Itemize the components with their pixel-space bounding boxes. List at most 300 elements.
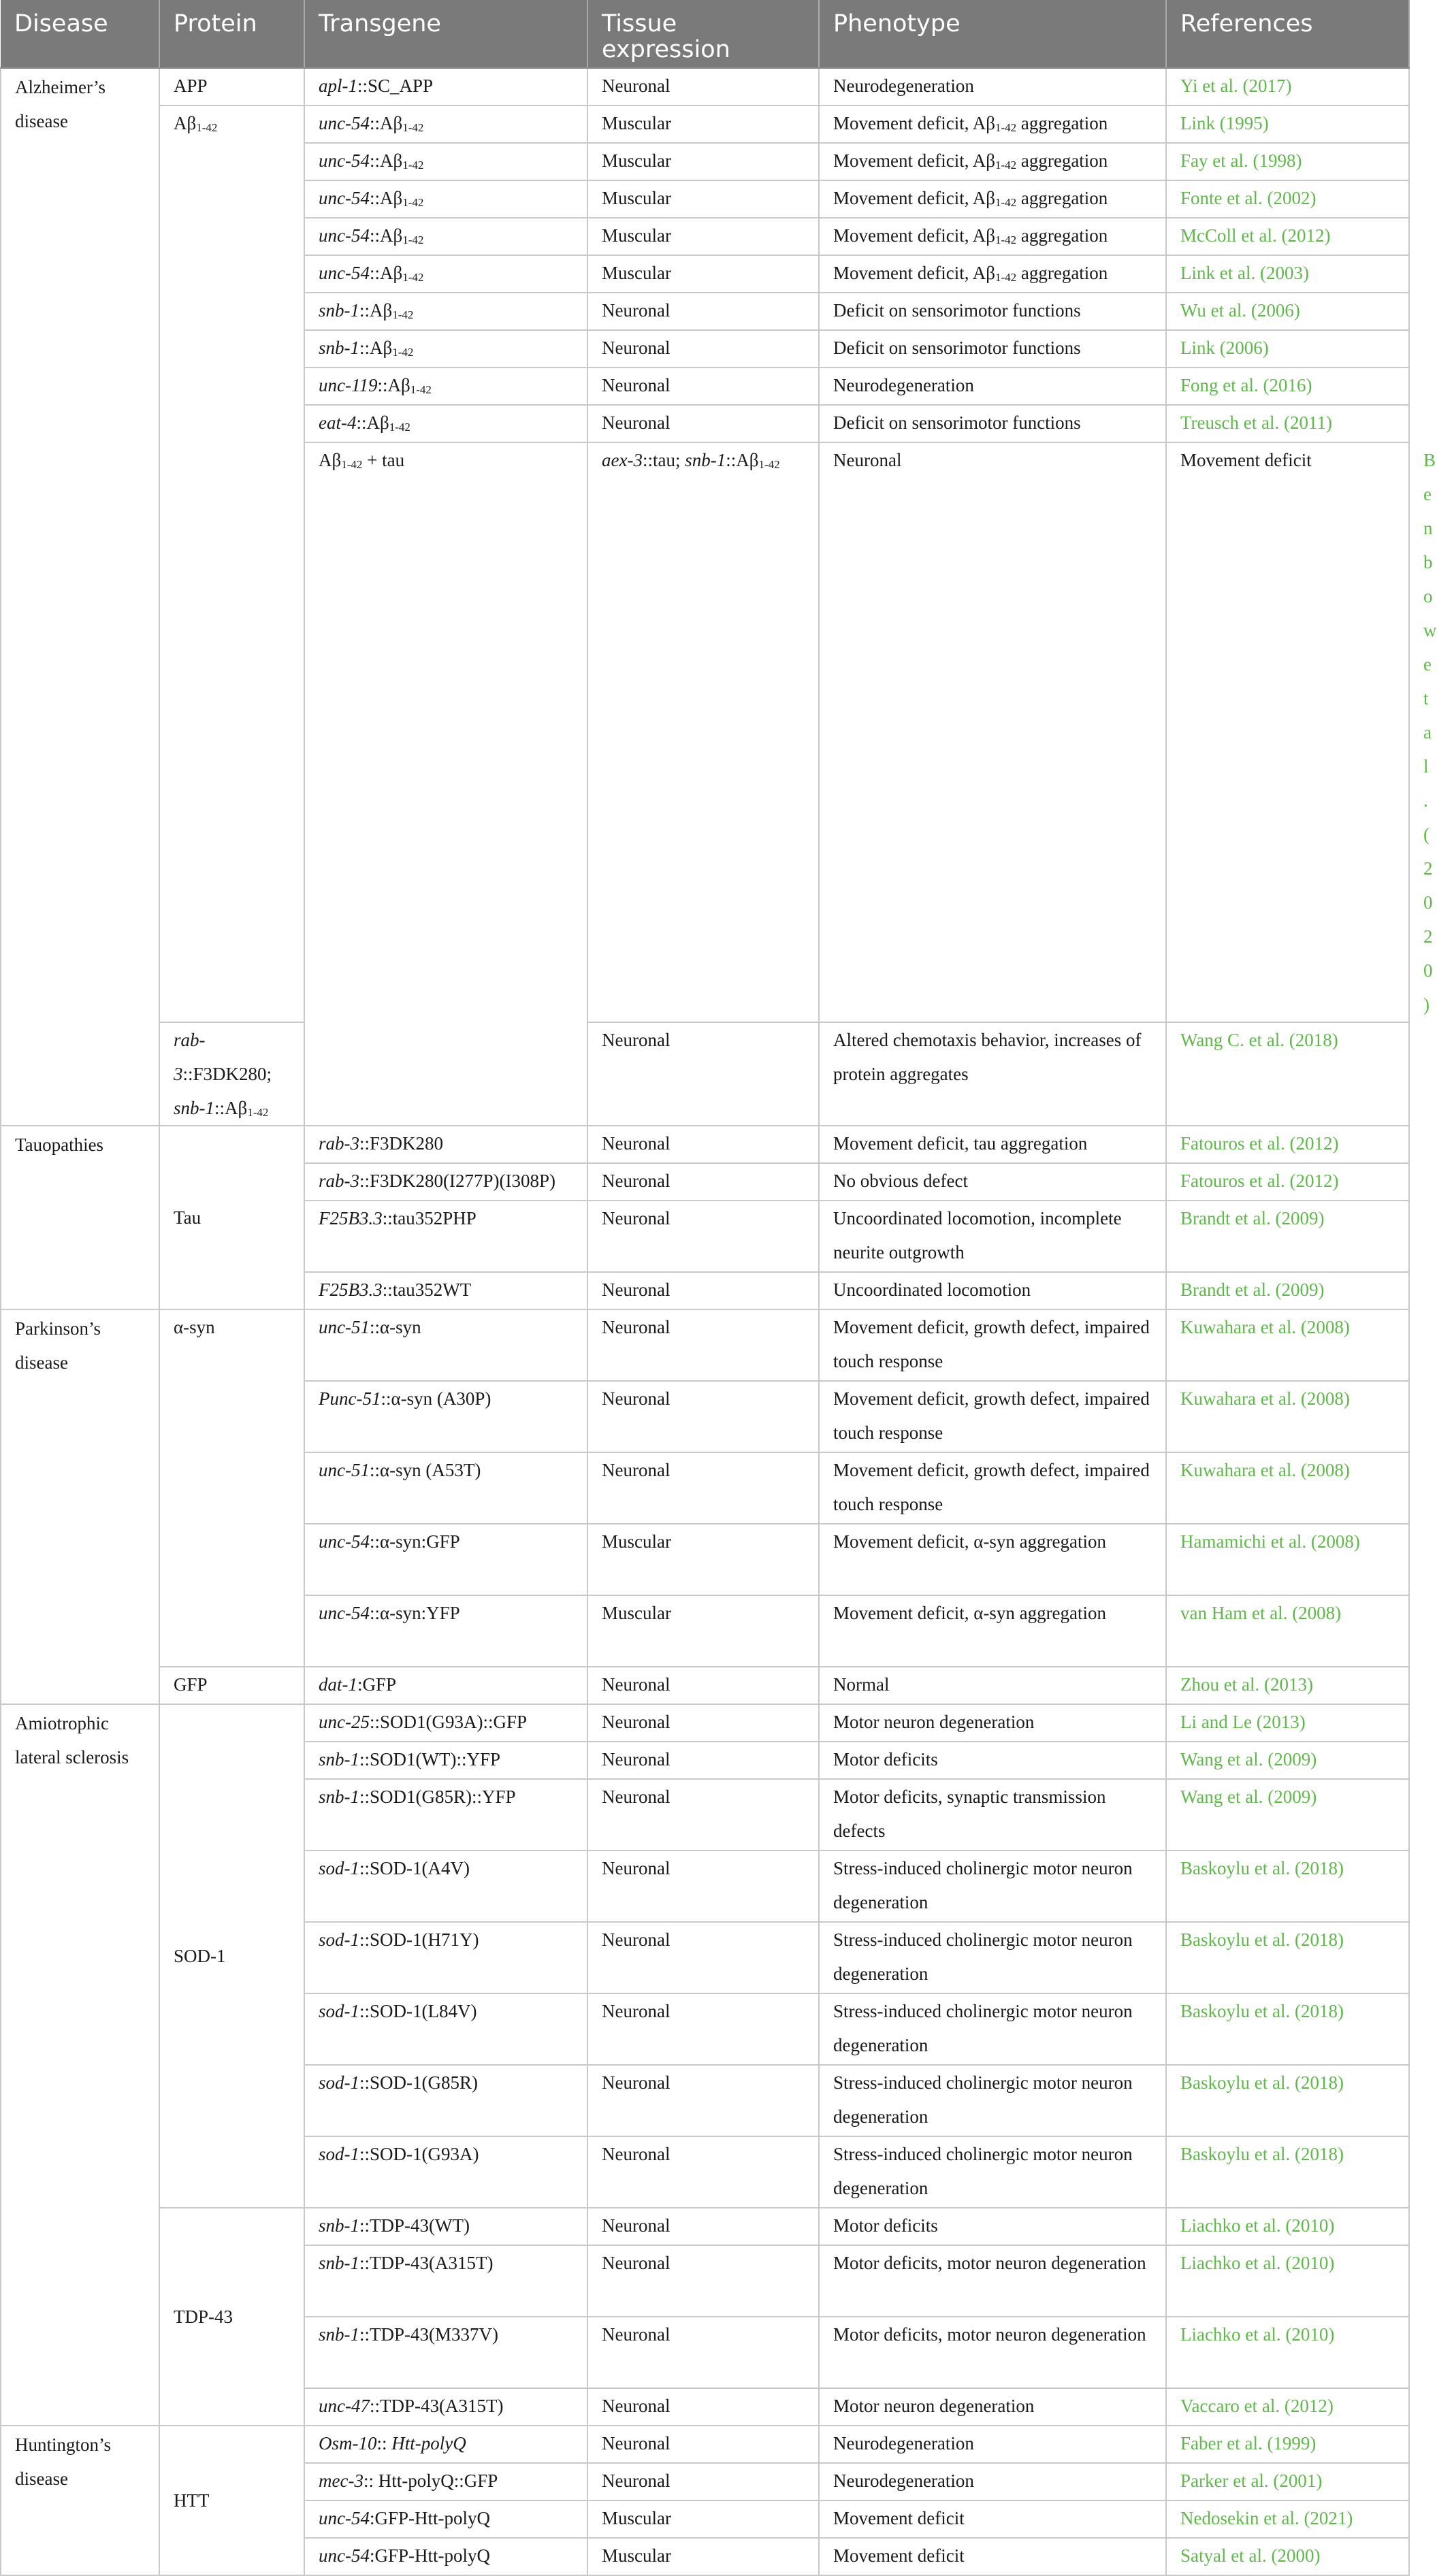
reference-cell[interactable] — [1166, 1022, 1409, 1126]
phenotype-cell — [819, 1742, 1166, 1779]
transgene-gene: snb-1 — [319, 2215, 359, 2236]
reference-cell[interactable] — [1166, 1742, 1409, 1779]
transgene-cell — [304, 218, 587, 255]
transgene-construct: TDP-43(A315T) — [370, 2253, 494, 2273]
transgene-construct: α-syn — [380, 1317, 421, 1337]
transgene-construct-2: Aβ — [736, 450, 759, 470]
table-row — [1, 1309, 1409, 1381]
tissue-expression: Neuronal — [602, 2324, 671, 2345]
disease-label: Tauopathies — [15, 1135, 104, 1155]
phenotype-text: Uncoordinated locomotion — [833, 1279, 1031, 1300]
tissue-cell — [587, 2500, 819, 2538]
reference-cell[interactable] — [1166, 1201, 1409, 1272]
transgene-construct-2: Aβ — [225, 1098, 248, 1118]
transgene-construct: TDP-43(A315T) — [380, 2396, 504, 2416]
transgene-construct: GFP — [362, 1674, 397, 1695]
tissue-expression: Muscular — [602, 113, 671, 133]
transgene-construct: GFP-Htt-polyQ — [374, 2508, 491, 2528]
transgene-subscript: 1-42 — [402, 159, 424, 172]
transgene-gene: snb-1 — [319, 1787, 359, 1807]
transgene-construct: SOD1(G85R)::YFP — [370, 1787, 516, 1807]
reference-link: Liachko et al. (2010) — [1180, 2253, 1335, 2273]
phenotype-cell — [819, 218, 1166, 255]
disease-label: Alzheimer’s disease — [15, 77, 106, 131]
transgene-gene: snb-1 — [319, 1749, 359, 1770]
transgene-subscript: 1-42 — [247, 1106, 269, 1119]
phenotype-cell — [819, 1272, 1166, 1309]
transgene-separator: :: — [377, 375, 388, 395]
transgene-gene: sod-1 — [319, 2072, 359, 2093]
transgene-cell — [304, 1452, 587, 1524]
transgene-gene: unc-54 — [319, 225, 370, 246]
reference-cell[interactable] — [1166, 2136, 1409, 2208]
transgene-cell — [304, 2426, 587, 2463]
transgene-subscript: 1-42 — [389, 421, 410, 434]
phenotype-cell — [819, 68, 1166, 105]
disease-label: Amiotrophic lateral sclerosis — [15, 1713, 129, 1767]
reference-cell[interactable] — [1166, 143, 1409, 180]
phenotype-cell — [819, 368, 1166, 405]
reference-cell[interactable] — [1166, 2500, 1409, 2538]
transgene-construct: tau352WT — [392, 1279, 472, 1300]
table-row — [1, 2208, 1409, 2245]
reference-link: Parker et al. (2001) — [1180, 2471, 1323, 2491]
phenotype-cell — [819, 2136, 1166, 2208]
transgene-gene: rab-3 — [319, 1171, 359, 1191]
tissue-cell — [587, 1022, 819, 1126]
phenotype-cell — [819, 2463, 1166, 2500]
transgene-cell — [304, 2208, 587, 2245]
protein-label: GFP — [174, 1674, 208, 1695]
reference-cell[interactable] — [1166, 255, 1409, 293]
transgene-cell — [304, 1309, 587, 1381]
tissue-cell — [587, 2463, 819, 2500]
transgene-gene: sod-1 — [319, 1858, 359, 1878]
phenotype-cell — [819, 330, 1166, 368]
transgene-separator: :: — [182, 1064, 193, 1084]
transgene-separator: :: — [357, 76, 368, 96]
transgene-cell — [304, 2500, 587, 2538]
transgene-gene: unc-54 — [319, 1531, 370, 1552]
tissue-expression: Neuronal — [602, 338, 671, 358]
tissue-expression: Neuronal — [602, 300, 671, 321]
phenotype-cell — [819, 1126, 1166, 1163]
transgene-separator: :: — [359, 300, 370, 321]
reference-link: Fatouros et al. (2012) — [1180, 1133, 1339, 1154]
transgene-subscript: 1-42 — [410, 383, 432, 396]
phenotype-cell — [819, 2317, 1166, 2388]
phenotype-text: Movement deficit, tau aggregation — [833, 1133, 1088, 1154]
transgene-cell — [304, 68, 587, 105]
tissue-cell — [587, 1779, 819, 1851]
transgene-gene: sod-1 — [319, 2001, 359, 2021]
disease-cell — [1, 1704, 159, 2426]
tissue-expression: Neuronal — [602, 1674, 671, 1695]
phenotype-subscript: 1-42 — [995, 196, 1017, 209]
protein-label: APP — [174, 76, 208, 96]
transgene-separator: :: — [369, 263, 380, 283]
tissue-cell — [587, 330, 819, 368]
transgene-cell — [304, 1704, 587, 1742]
transgene-cell — [304, 1272, 587, 1309]
reference-cell[interactable] — [1166, 2317, 1409, 2388]
transgene-cell — [304, 1595, 587, 1667]
tissue-expression: Neuronal — [602, 1208, 671, 1228]
tissue-cell — [587, 105, 819, 143]
phenotype-suffix: aggregation — [1016, 150, 1108, 171]
transgene-construct: α-syn:GFP — [380, 1531, 460, 1552]
transgene-construct: tau352PHP — [392, 1208, 477, 1228]
transgene-construct: F3DK280(I277P)(I308P) — [370, 1171, 556, 1191]
reference-cell[interactable] — [1166, 1779, 1409, 1851]
transgene-construct: α-syn:YFP — [380, 1603, 460, 1623]
transgene-gene: unc-47 — [319, 2396, 370, 2416]
reference-link: Kuwahara et al. (2008) — [1180, 1388, 1350, 1409]
transgene-cell — [304, 1381, 587, 1452]
transgene-construct: Aβ — [370, 338, 393, 358]
transgene-separator: :: — [363, 2471, 378, 2491]
protein-label: SOD-1 — [174, 1946, 226, 1966]
disease-cell — [1, 2426, 159, 2575]
reference-cell[interactable] — [1166, 2388, 1409, 2426]
reference-cell[interactable] — [1166, 68, 1409, 105]
phenotype-cell — [819, 2065, 1166, 2136]
tissue-expression: Muscular — [602, 2545, 671, 2566]
phenotype-cell — [819, 1452, 1166, 1524]
tissue-cell — [819, 442, 1166, 1022]
reference-link: Baskoylu et al. (2018) — [1180, 2072, 1344, 2093]
protein-subscript: 1-42 — [341, 458, 363, 471]
phenotype-text: Stress-induced cholinergic motor neuron degeneration — [833, 1929, 1133, 1984]
transgene-gene: F25B3.3 — [319, 1208, 383, 1228]
protein-cell — [159, 2426, 304, 2575]
transgene-separator: :: — [369, 188, 380, 208]
tissue-expression: Neuronal — [602, 1388, 671, 1409]
reference-cell[interactable] — [1166, 1309, 1409, 1381]
phenotype-text: Movement deficit, α-syn aggregation — [833, 1531, 1107, 1552]
tissue-expression: Neuronal — [602, 2001, 671, 2021]
reference-link: Fonte et al. (2002) — [1180, 188, 1317, 208]
transgene-cell — [304, 405, 587, 442]
tissue-expression: Neuronal — [602, 1279, 671, 1300]
reference-cell[interactable] — [1166, 1126, 1409, 1163]
transgene-construct: Htt-polyQ — [391, 2433, 466, 2453]
protein-cell — [159, 1309, 304, 1667]
transgene-gene-2: snb-1 — [685, 450, 726, 470]
phenotype-text: Movement deficit — [833, 2508, 965, 2528]
phenotype-cell — [819, 143, 1166, 180]
transgene-subscript: 1-42 — [402, 121, 424, 134]
phenotype-text: Movement deficit, growth defect, impaired touch response — [833, 1460, 1150, 1514]
tissue-expression: Neuronal — [602, 1460, 671, 1480]
transgene-cell — [304, 1922, 587, 1993]
tissue-cell — [587, 2426, 819, 2463]
transgene-construct: Aβ — [380, 225, 403, 246]
transgene-cell — [304, 2136, 587, 2208]
reference-link: Kuwahara et al. (2008) — [1180, 1317, 1350, 1337]
phenotype-text: Normal — [833, 1674, 890, 1695]
transgene-construct: Aβ — [380, 263, 403, 283]
reference-cell[interactable] — [1166, 1452, 1409, 1524]
transgene-subscript: 1-42 — [402, 196, 424, 209]
tissue-expression: Neuronal — [602, 76, 671, 96]
phenotype-cell — [819, 2538, 1166, 2575]
transgene-gene: Punc-51 — [319, 1388, 381, 1409]
transgene-construct: SOD-1(A4V) — [370, 1858, 470, 1878]
tissue-cell — [587, 2065, 819, 2136]
transgene-subscript: 1-42 — [392, 346, 414, 359]
table-row — [1, 1126, 1409, 1163]
transgene-construct: Htt-polyQ::GFP — [378, 2471, 498, 2491]
reference-link: Wang et al. (2009) — [1180, 1787, 1317, 1807]
reference-link: Liachko et al. (2010) — [1180, 2324, 1335, 2345]
phenotype-text: Stress-induced cholinergic motor neuron degeneration — [833, 2001, 1133, 2055]
reference-link: Benbow et al. (2020) — [1423, 450, 1437, 1015]
reference-link: Brandt et al. (2009) — [1180, 1279, 1325, 1300]
reference-link: Vaccaro et al. (2012) — [1180, 2396, 1334, 2416]
reference-link: Baskoylu et al. (2018) — [1180, 1858, 1344, 1878]
transgene-cell — [304, 255, 587, 293]
transgene-cell — [159, 1022, 304, 1126]
protein-label: α-syn — [174, 1317, 215, 1337]
reference-cell[interactable] — [1166, 180, 1409, 218]
reference-cell[interactable] — [1166, 368, 1409, 405]
transgene-cell — [304, 1742, 587, 1779]
reference-cell[interactable] — [1166, 1851, 1409, 1922]
reference-cell[interactable] — [1166, 1595, 1409, 1667]
protein-cell — [159, 1126, 304, 1309]
transgene-gene: unc-54 — [319, 2508, 370, 2528]
phenotype-text: Deficit on sensorimotor functions — [833, 300, 1081, 321]
tissue-expression: Neuronal — [602, 1787, 671, 1807]
header-disease: Disease — [1, 0, 159, 68]
tissue-cell — [587, 255, 819, 293]
transgene-gene: unc-25 — [319, 1712, 370, 1732]
transgene-gene: unc-54 — [319, 113, 370, 133]
transgene-construct: SOD-1(G93A) — [370, 2144, 479, 2164]
reference-cell[interactable] — [1166, 105, 1409, 143]
tissue-expression: Muscular — [602, 225, 671, 246]
transgene-gene: unc-54 — [319, 1603, 370, 1623]
transgene-separator: :: — [369, 225, 380, 246]
reference-cell[interactable] — [1166, 293, 1409, 330]
transgene-cell — [304, 2317, 587, 2388]
phenotype-text: Movement deficit, Aβ — [833, 188, 995, 208]
phenotype-cell — [819, 1704, 1166, 1742]
tissue-cell — [587, 1381, 819, 1452]
transgene-separator: :: — [369, 1531, 380, 1552]
phenotype-text: No obvious defect — [833, 1171, 968, 1191]
transgene-cell — [304, 1851, 587, 1922]
tissue-expression: Neuronal — [602, 1858, 671, 1878]
transgene-separator: :: — [359, 1929, 370, 1950]
phenotype-suffix: aggregation — [1016, 113, 1108, 133]
tissue-cell — [587, 143, 819, 180]
transgene-construct: GFP-Htt-polyQ — [374, 2545, 491, 2566]
tissue-expression: Muscular — [602, 188, 671, 208]
transgene-separator: :: — [369, 1712, 380, 1732]
phenotype-text: Motor deficits — [833, 2215, 938, 2236]
reference-cell[interactable] — [1166, 2426, 1409, 2463]
reference-link: Wu et al. (2006) — [1180, 300, 1300, 321]
transgene-separator: : — [369, 2508, 375, 2528]
phenotype-cell — [819, 1667, 1166, 1704]
reference-link: Link et al. (2003) — [1180, 263, 1309, 283]
tissue-expression: Neuronal — [602, 1929, 671, 1950]
transgene-separator: :: — [369, 150, 380, 171]
transgene-cell — [304, 293, 587, 330]
transgene-cell — [304, 1163, 587, 1201]
phenotype-cell — [819, 1851, 1166, 1922]
transgene-separator: :: — [369, 2396, 380, 2416]
transgene-construct: Aβ — [380, 188, 403, 208]
reference-link: Hamamichi et al. (2008) — [1180, 1531, 1360, 1552]
reference-cell[interactable] — [1166, 1704, 1409, 1742]
tissue-expression: Neuronal — [602, 375, 671, 395]
phenotype-cell — [819, 2388, 1166, 2426]
tissue-cell — [587, 1595, 819, 1667]
protein-cell — [159, 1667, 304, 1704]
reference-cell[interactable] — [1166, 2208, 1409, 2245]
reference-cell[interactable] — [1166, 1272, 1409, 1309]
transgene-cell — [304, 1201, 587, 1272]
transgene-subscript: 1-42 — [758, 458, 780, 471]
transgene-separator: :: — [369, 1460, 380, 1480]
reference-cell[interactable] — [1166, 1524, 1409, 1595]
reference-cell[interactable] — [1166, 1993, 1409, 2065]
phenotype-cell — [819, 2208, 1166, 2245]
header-references: References — [1166, 0, 1409, 68]
tissue-cell — [587, 1667, 819, 1704]
reference-cell[interactable] — [1166, 2245, 1409, 2317]
reference-cell[interactable] — [1166, 2538, 1409, 2575]
disease-label: Huntington’s disease — [15, 2434, 112, 2489]
transgene-separator: :: — [359, 1858, 370, 1878]
tissue-expression: Neuronal — [602, 2144, 671, 2164]
phenotype-subscript: 1-42 — [995, 271, 1017, 284]
phenotype-cell — [819, 1524, 1166, 1595]
transgene-separator: :: — [359, 2072, 370, 2093]
tissue-expression: Neuronal — [602, 1712, 671, 1732]
phenotype-cell — [819, 105, 1166, 143]
table-row — [1, 2426, 1409, 2463]
transgene-cell — [304, 180, 587, 218]
tissue-expression: Neuronal — [833, 450, 902, 470]
tissue-expression: Neuronal — [602, 2471, 671, 2491]
protein-suffix: + tau — [362, 450, 405, 470]
reference-cell[interactable] — [1166, 330, 1409, 368]
transgene-cell — [304, 1779, 587, 1851]
reference-link: Faber et al. (1999) — [1180, 2433, 1317, 2453]
transgene-gene: eat-4 — [319, 412, 357, 433]
transgene-gene: rab-3 — [174, 1030, 206, 1084]
phenotype-subscript: 1-42 — [995, 233, 1017, 246]
transgene-separator: :: — [359, 1749, 370, 1770]
transgene-construct: SOD1(G93A)::GFP — [380, 1712, 528, 1732]
phenotype-cell — [819, 405, 1166, 442]
transgene-construct: tau; — [652, 450, 685, 470]
transgene-separator: :: — [369, 1317, 380, 1337]
transgene-construct: TDP-43(WT) — [370, 2215, 470, 2236]
transgene-gene: unc-54 — [319, 2545, 370, 2566]
phenotype-cell — [819, 1309, 1166, 1381]
transgene-construct: Aβ — [380, 113, 403, 133]
tissue-cell — [587, 293, 819, 330]
tissue-cell — [587, 368, 819, 405]
transgene-separator: :: — [359, 2324, 370, 2345]
transgene-separator: :: — [642, 450, 653, 470]
transgene-subscript: 1-42 — [402, 233, 424, 246]
reference-link: Kuwahara et al. (2008) — [1180, 1460, 1350, 1480]
reference-cell[interactable] — [1166, 1381, 1409, 1452]
transgene-construct: α-syn (A30P) — [391, 1388, 491, 1409]
phenotype-suffix: aggregation — [1016, 188, 1108, 208]
reference-cell[interactable] — [1166, 1922, 1409, 1993]
reference-cell[interactable] — [1166, 2065, 1409, 2136]
tissue-expression: Neuronal — [602, 2433, 671, 2453]
phenotype-subscript: 1-42 — [995, 121, 1017, 134]
transgene-separator: :: — [381, 1388, 391, 1409]
table-row — [1, 1022, 1409, 1126]
reference-cell[interactable] — [1166, 405, 1409, 442]
transgene-gene: unc-51 — [319, 1317, 370, 1337]
transgene-cell — [304, 143, 587, 180]
transgene-gene: F25B3.3 — [319, 1279, 383, 1300]
header-protein: Protein — [159, 0, 304, 68]
transgene-gene: snb-1 — [319, 2253, 359, 2273]
disease-label: Parkinson’s disease — [15, 1318, 101, 1373]
reference-cell[interactable] — [1166, 2463, 1409, 2500]
reference-cell[interactable] — [1166, 1163, 1409, 1201]
transgene-separator: :: — [382, 1279, 393, 1300]
protein-cell — [304, 442, 587, 1126]
transgene-cell — [304, 1993, 587, 2065]
phenotype-cell — [819, 2426, 1166, 2463]
transgene-gene: rab-3 — [319, 1133, 359, 1154]
reference-cell[interactable] — [1166, 218, 1409, 255]
reference-link: Treusch et al. (2011) — [1180, 412, 1332, 433]
tissue-expression: Muscular — [602, 2508, 671, 2528]
reference-link: Li and Le (2013) — [1180, 1712, 1306, 1732]
phenotype-cell — [819, 2245, 1166, 2317]
phenotype-text: Stress-induced cholinergic motor neuron degeneration — [833, 2072, 1133, 2127]
tissue-expression: Muscular — [602, 1603, 671, 1623]
phenotype-text: Movement deficit, growth defect, impaired touch response — [833, 1317, 1150, 1371]
reference-link: Link (1995) — [1180, 113, 1269, 133]
table-row — [1, 105, 1409, 143]
tissue-cell — [587, 405, 819, 442]
reference-link: Brandt et al. (2009) — [1180, 1208, 1325, 1228]
tissue-expression: Muscular — [602, 263, 671, 283]
phenotype-cell — [819, 293, 1166, 330]
transgene-separator: :: — [359, 2215, 370, 2236]
header-phenotype: Phenotype — [819, 0, 1166, 68]
protein-cell — [159, 105, 304, 1022]
reference-link: Satyal et al. (2000) — [1180, 2545, 1321, 2566]
tissue-cell — [587, 2208, 819, 2245]
transgene-cell — [304, 2538, 587, 2575]
transgene-gene: unc-54 — [319, 263, 370, 283]
reference-cell[interactable] — [1166, 1667, 1409, 1704]
phenotype-cell — [819, 1201, 1166, 1272]
phenotype-cell — [819, 1922, 1166, 1993]
reference-link: Wang C. et al. (2018) — [1180, 1030, 1338, 1050]
reference-link: Baskoylu et al. (2018) — [1180, 2144, 1344, 2164]
tissue-cell — [587, 1126, 819, 1163]
transgene-construct: F3DK280; — [193, 1064, 272, 1084]
tissue-expression: Neuronal — [602, 1133, 671, 1154]
tissue-cell — [587, 2388, 819, 2426]
